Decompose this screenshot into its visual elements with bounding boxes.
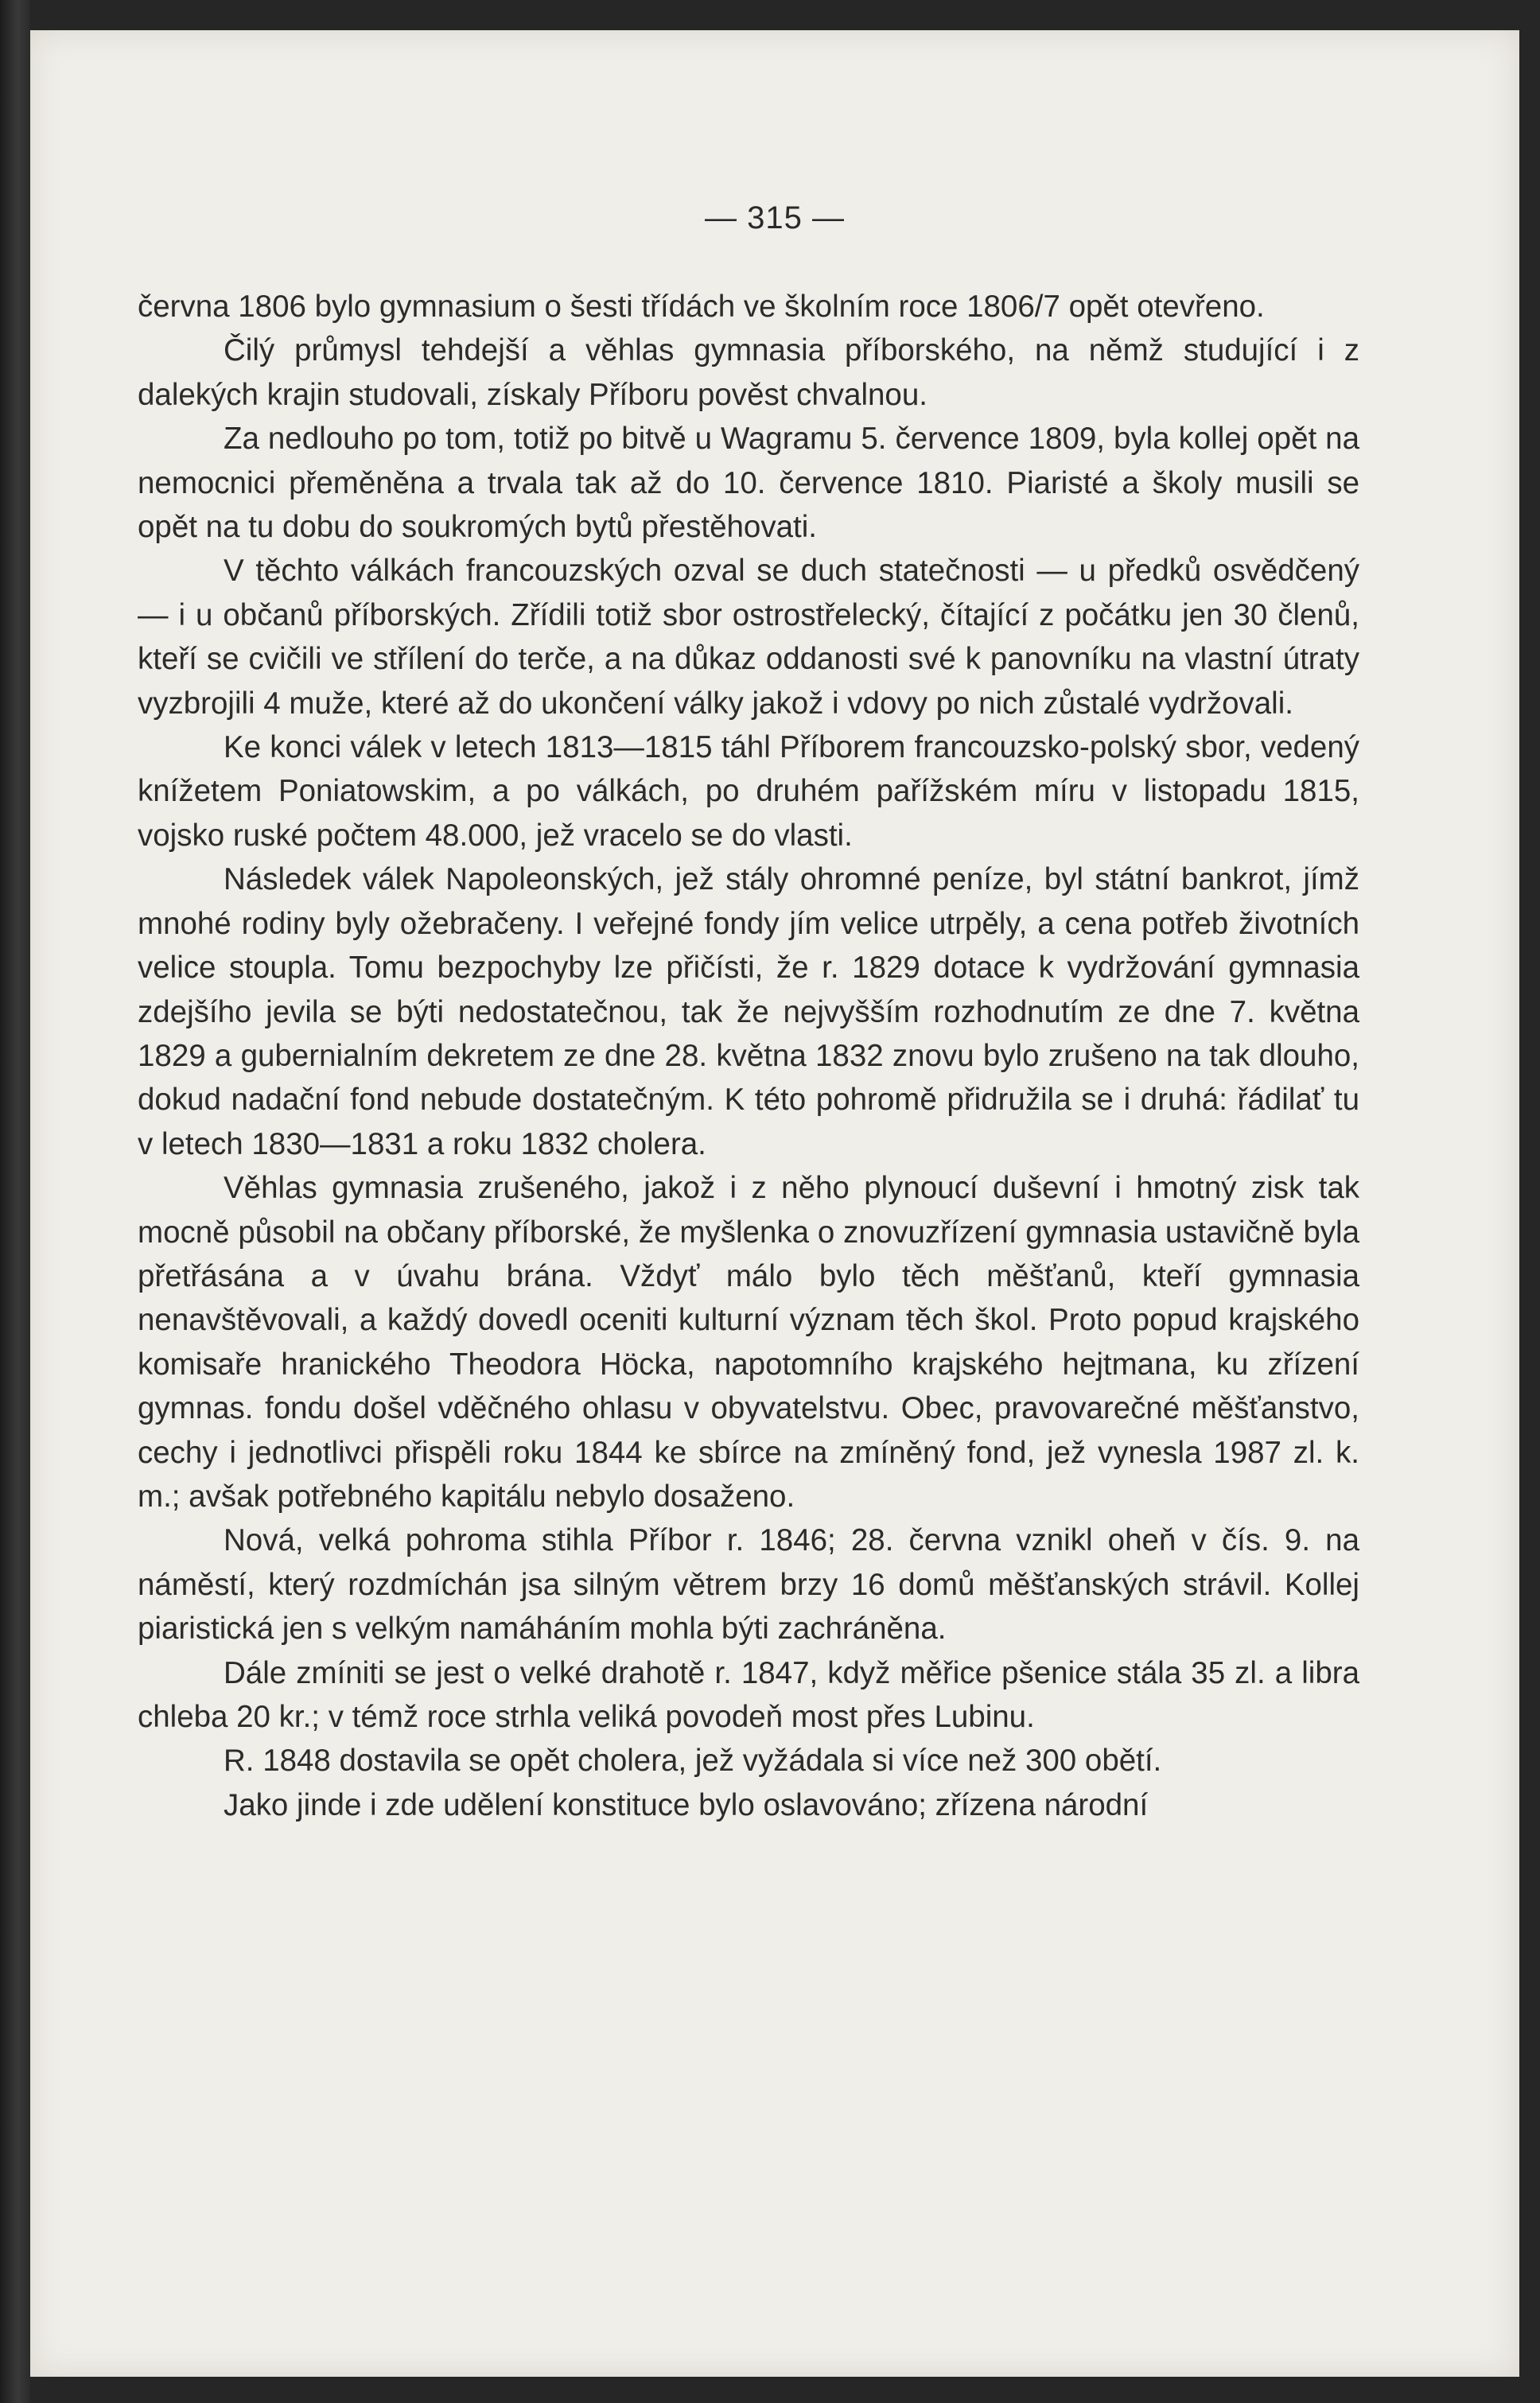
paragraph: Dále zmíniti se jest o velké drahotě r. 1847, když měřice pšenice stála 35 zl. a libra chleba 20 kr.; v témž roce strhla veliká povodeň most přes Lubinu. [138,1655,1359,1734]
paragraph: V těchto válkách francouzských ozval se duch statečnosti — u předků osvědčený — i u občanů příborských. Zřídili totiž sbor ostrostřelecký, čítající z počátku jen 30 členů, kteří se cvičili ve střílení do terče, a na důkaz oddanosti své k panovníku na vlastní útraty vyzbrojili 4 muže, které až do ukončení války jakož i vdovy po nich zůstalé vydržovali. [138,554,1359,721]
paragraph: Věhlas gymnasia zrušeného, jakož i z něho plynoucí duševní i hmotný zisk tak mocně působil na občany příborské, že myšlenka o znovuzřízení gymnasia ustavičně byla přetřásána a v úvahu brána. Vždyť málo bylo těch měšťanů, kteří gymnasia nenavštěvovali, a každý dovedl oceniti kulturní význam těch škol. Proto popud krajského komisaře hranického Theodora Höcka, napotomního krajského hejtmana, ku zřízení gymnas. fondu došel vděčného ohlasu v obyvatelstvu. Obec, pravovarečné měšťanstvo, cechy i jednotlivci přispěli roku 1844 ke sbírce na zmíněný fond, jež vynesla 1987 zl. k. m.; avšak potřebného kapitálu nebylo dosaženo. [138,1171,1359,1514]
paragraph: Nová, velká pohroma stihla Příbor r. 1846; 28. června vznikl oheň v čís. 9. na náměstí, který rozdmíchán jsa silným větrem brzy 16 domů měšťanských strávil. Kollej piaristická jen s velkým namáháním mohla býti zachráněna. [138,1523,1359,1647]
paragraph: června 1806 bylo gymnasium o šesti třídách ve školním roce 1806/7 opět otevřeno. [138,290,1265,324]
paragraph: Ke konci válek v letech 1813—1815 táhl Příborem francouzsko-polský sbor, vedený knížetem Poniatowskim, a po válkách, po druhém pařížském míru v listopadu 1815, vojsko ruské počtem 48.000, jež vracelo se do vlasti. [138,730,1359,853]
paragraph: Jako jinde i zde udělení konstituce bylo oslavováno; zřízena národní [224,1787,1149,1822]
paragraph: R. 1848 dostavila se opět cholera, jež vyžádala si více než 300 obětí. [224,1744,1162,1779]
book-page [30,30,1519,2377]
paragraph: Následek válek Napoleonských, jež stály ohromné peníze, byl státní bankrot, jímž mnohé rodiny byly ožebračeny. I veřejné fondy jím velice utrpěly, a cena potřeb životních velice stoupla. Tomu bezpochyby lze přičísti, že r. 1829 dotace k vydržování gymnasia zdejšího jevila se býti nedostatečnou, tak že nejvyšším rozhodnutím ze dne 7. května 1829 a gubernialním dekretem ze dne 28. května 1832 znovu bylo zrušeno na tak dlouho, dokud nadační fond nebude dostatečným. K této pohromě přidružila se i druhá: řádilať tu v letech 1830—1831 a roku 1832 cholera. [138,862,1359,1161]
page-number: — 315 — [705,200,845,235]
body-text [138,285,1359,1827]
paragraph: Za nedlouho po tom, totiž po bitvě u Wagramu 5. července 1809, byla kollej opět na nemocnici přeměněna a trvala tak až do 10. července 1810. Piaristé a školy musili se opět na tu dobu do soukromých bytů přestěhovati. [138,422,1359,545]
paragraph: Čilý průmysl tehdejší a věhlas gymnasia příborského, na němž studující i z dalekých krajin studovali, získaly Příboru pověst chvalnou. [138,333,1359,412]
book-binding-edge [0,0,30,2403]
